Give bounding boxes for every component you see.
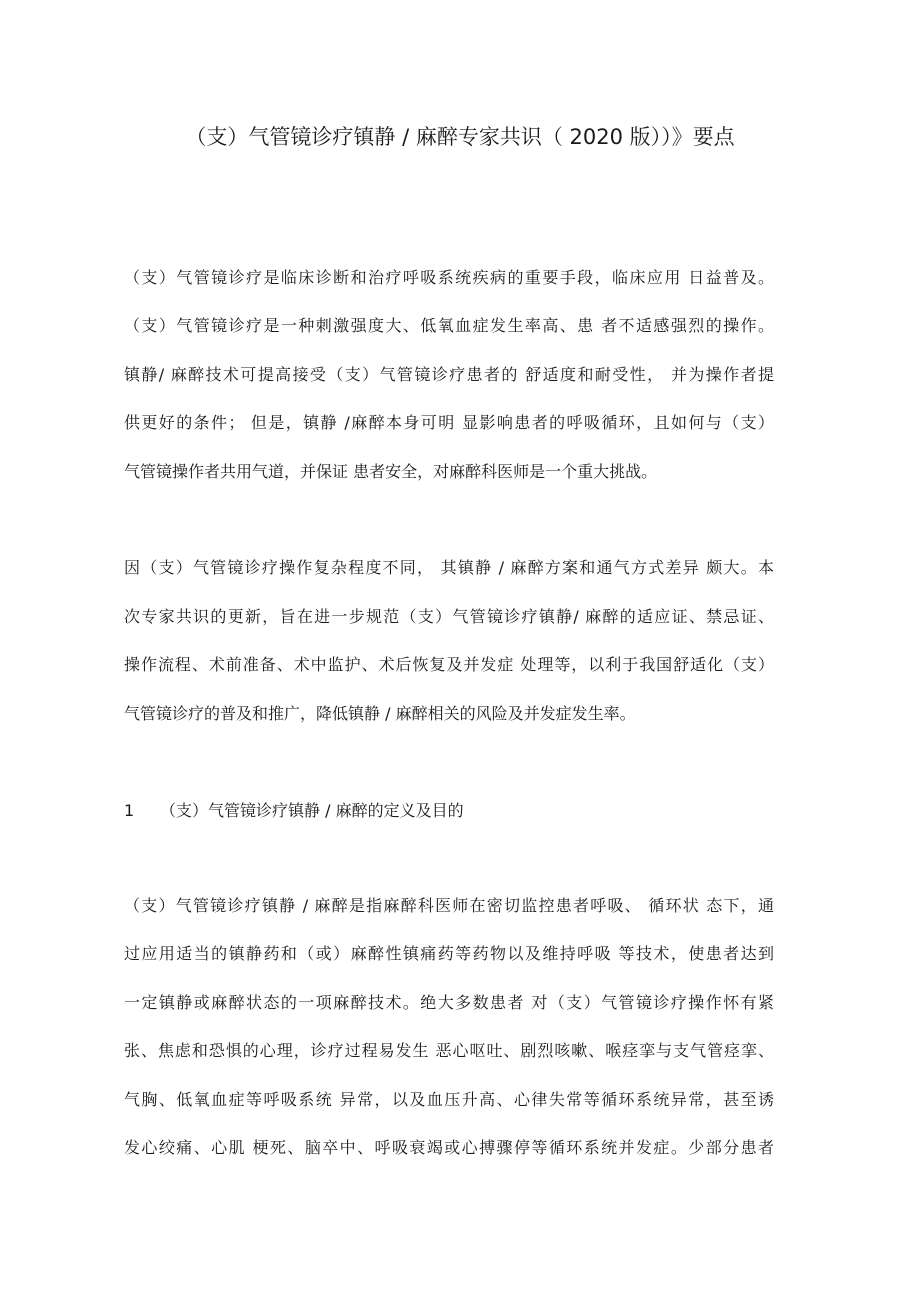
- section-heading: [124, 798, 464, 824]
- paragraph-line: （支）气管镜诊疗是临床诊断和治疗呼吸系统疾病的重要手段，临床应用 日益普及。: [124, 268, 774, 287]
- paragraph-line: 操作流程、术前准备、术中监护、术后恢复及并发症 处理等，以利于我国舒适化（支）: [124, 655, 774, 674]
- section-title: （支）气管镜诊疗镇静 / 麻醉的定义及目的: [160, 801, 464, 820]
- paragraph-line: 气管镜操作者共用气道，并保证 患者安全，对麻醉科医师是一个重大挑战。: [124, 462, 658, 481]
- document-title: （支）气管镜诊疗镇静 / 麻醉专家共识（ 2020 版））》要点: [185, 125, 735, 149]
- paragraph-line: （支）气管镜诊疗镇静 / 麻醉是指麻醉科医师在密切监控患者呼吸、 循环状 态下，通: [124, 896, 774, 915]
- section-number: 1: [124, 801, 135, 820]
- paragraph-line: 气胸、低氧血症等呼吸系统 异常，以及血压升高、心律失常等循环系统异常，甚至诱: [124, 1090, 774, 1109]
- paragraph-line: 供更好的条件； 但是，镇静 /麻醉本身可明 显影响患者的呼吸循环，且如何与（支）: [124, 413, 774, 432]
- paragraph-line: 发心绞痛、心肌 梗死、脑卒中、呼吸衰竭或心搏骤停等循环系统并发症。少部分患者: [124, 1138, 774, 1157]
- paragraph-line: 气管镜诊疗的普及和推广，降低镇静 / 麻醉相关的风险及并发症发生率。: [124, 704, 636, 723]
- paragraph-line: 因（支）气管镜诊疗操作复杂程度不同， 其镇静 / 麻醉方案和通气方式差异 颇大。本: [124, 558, 774, 577]
- paragraph-line: 过应用适当的镇静药和（或）麻醉性镇痛药等药物以及维持呼吸 等技术，使患者达到: [124, 944, 774, 963]
- paragraph-line: （支）气管镜诊疗是一种刺激强度大、低氧血症发生率高、患 者不适感强烈的操作。: [124, 316, 774, 335]
- paragraph-line: 张、焦虑和恐惧的心理，诊疗过程易发生 恶心呕吐、剧烈咳嗽、喉痉挛与支气管痉挛、: [124, 1041, 774, 1060]
- paragraph-line: 一定镇静或麻醉状态的一项麻醉技术。绝大多数患者 对（支）气管镜诊疗操作怀有紧: [124, 993, 774, 1012]
- paragraph-line: 镇静/ 麻醉技术可提高接受（支）气管镜诊疗患者的 舒适度和耐受性， 并为操作者提: [124, 365, 774, 384]
- paragraph-line: 次专家共识的更新，旨在进一步规范（支）气管镜诊疗镇静/ 麻醉的适应证、禁忌证、: [124, 607, 774, 626]
